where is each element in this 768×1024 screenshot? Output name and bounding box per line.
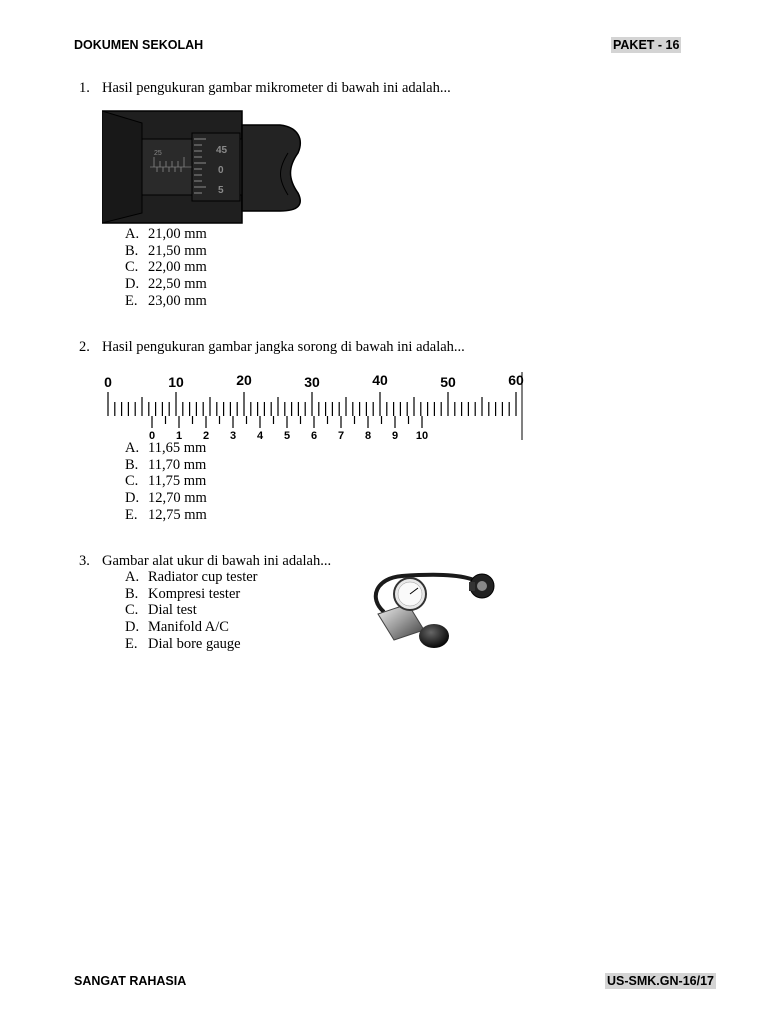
option-b[interactable]: B. Kompresi tester: [125, 585, 241, 602]
question-3-options: [125, 569, 258, 653]
option-e[interactable]: E. Dial bore gauge: [125, 635, 241, 652]
micrometer-figure: [102, 109, 306, 225]
main-scale-label: 40: [372, 372, 388, 388]
option-c[interactable]: C. 22,00 mm: [125, 259, 207, 276]
vernier-scale-label: 9: [391, 430, 399, 442]
option-e[interactable]: E. 12,75 mm: [125, 506, 207, 523]
main-scale-label: 10: [168, 374, 184, 390]
question-number: 1.: [79, 80, 90, 96]
main-scale-label: 0: [104, 374, 112, 390]
question-text: Hasil pengukuran gambar jangka sorong di bawah ini adalah...: [102, 339, 465, 355]
header-right: PAKET - 16: [613, 38, 680, 52]
main-scale-label: 20: [236, 372, 252, 388]
vernier-scale-label: 6: [310, 430, 318, 442]
option-b[interactable]: B. 21,50 mm: [125, 242, 207, 259]
question-number: 3.: [79, 553, 90, 569]
option-e[interactable]: E. 23,00 mm: [125, 292, 207, 309]
sleeve-label: 25: [154, 150, 162, 157]
main-scale-labels: [104, 372, 524, 390]
vernier-scale-label: 5: [283, 430, 291, 442]
vernier-scale-label: 8: [364, 430, 372, 442]
question-2: [79, 339, 465, 356]
main-scale-ticks: [108, 392, 516, 416]
vernier-scale-label: 4: [256, 430, 264, 442]
option-c[interactable]: C. Dial test: [125, 602, 197, 619]
option-c[interactable]: C. 11,75 mm: [125, 473, 207, 490]
option-d[interactable]: D. 22,50 mm: [125, 276, 207, 293]
question-text: Hasil pengukuran gambar mikrometer di bawah ini adalah...: [102, 80, 451, 96]
main-scale-label: 30: [304, 374, 320, 390]
thimble-label-0: 0: [218, 165, 224, 176]
question-number: 2.: [79, 339, 90, 355]
footer-right: US-SMK.GN-16/17: [607, 974, 714, 988]
vernier-scale-ticks: [152, 416, 422, 428]
thimble-label-45: 45: [216, 145, 228, 156]
option-b[interactable]: B. 11,70 mm: [125, 456, 207, 473]
question-3: [79, 553, 331, 570]
vernier-scale-label: 1: [175, 430, 183, 442]
vernier-scale-label: 7: [337, 430, 345, 442]
question-text: Gambar alat ukur di bawah ini adalah...: [102, 553, 332, 569]
radiator-cap-tester-image: [362, 568, 504, 652]
footer-left: SANGAT RAHASIA: [74, 974, 187, 988]
vernier-scale-label: 2: [202, 430, 210, 442]
option-a[interactable]: A. Radiator cup tester: [125, 569, 258, 585]
option-a[interactable]: A. 11,65 mm: [125, 440, 207, 456]
question-1-options: [125, 226, 207, 310]
question-2-options: [125, 440, 207, 524]
question-1: [79, 80, 451, 97]
header-left: DOKUMEN SEKOLAH: [74, 38, 204, 52]
caliper-figure: [100, 368, 526, 444]
thimble-label-5: 5: [218, 185, 224, 196]
main-scale-label: 50: [440, 374, 456, 390]
option-a[interactable]: A. 21,00 mm: [125, 226, 207, 242]
main-scale-label: 60: [508, 372, 524, 388]
option-d[interactable]: D. Manifold A/C: [125, 619, 229, 636]
option-d[interactable]: D. 12,70 mm: [125, 490, 207, 507]
vernier-scale-label: 0: [148, 430, 156, 442]
vernier-scale-label: 10: [415, 430, 429, 442]
vernier-scale-label: 3: [229, 430, 237, 442]
